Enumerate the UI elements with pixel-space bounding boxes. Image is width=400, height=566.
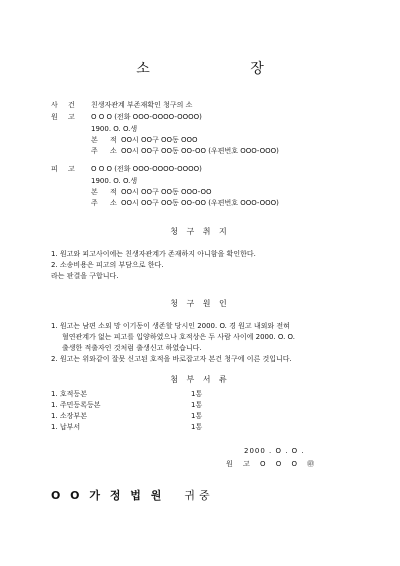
defendant-domicile-row	[91, 189, 211, 196]
plaintiff-name-row	[51, 114, 202, 121]
defendant-domicile: OO시 OO구 OO동 OOO-OO	[121, 188, 212, 196]
court-name: O O 가 정 법 원	[51, 489, 165, 502]
attachment-count: 1통	[191, 401, 203, 409]
court-line	[51, 490, 214, 501]
claim-purpose-heading: 청 구 취 지	[170, 227, 230, 236]
claim-cause-line: 2. 원고는 위와같이 잘못 신고된 호적을 바로잡고자 본건 청구에 이른 것입니다.	[51, 355, 292, 363]
attachment-item	[51, 413, 202, 420]
attachment-count: 1통	[191, 423, 203, 431]
court-suffix: 귀중	[184, 489, 214, 502]
attachment-name: 1. 소장부본	[51, 412, 87, 420]
case-value: 친생자관계 부존재확인 청구의 소	[91, 101, 193, 109]
attachment-name: 1. 호적등본	[51, 390, 87, 398]
signature-line: 원 고 O O O ㊞	[226, 460, 319, 468]
defendant-address: OO시 OO구 OO동 OO-OO (우편번호 OOO-OOO)	[121, 199, 279, 207]
defendant-name: O O O (전화 OOO-OOOO-OOOO)	[91, 165, 202, 173]
attachment-count: 1통	[191, 412, 203, 420]
defendant-name-row	[51, 166, 202, 173]
attachment-name: 1. 납부서	[51, 423, 81, 431]
attachment-item	[51, 424, 202, 431]
plaintiff-domicile: OO시 OO구 OO동 OOO	[121, 136, 198, 144]
defendant-address-row	[91, 200, 279, 207]
defendant-birth: 1900. O. O.생	[91, 177, 138, 185]
claim-cause-line: 출생한 적출자인 것처럼 출생신고 하였습니다.	[62, 344, 202, 352]
defendant-address-label: 주 소	[91, 199, 122, 207]
attachment-item	[51, 391, 202, 398]
attachment-count: 1통	[191, 390, 203, 398]
claim-cause-line: 1. 원고는 남편 소외 망 이기동이 생존할 당시인 2000. O. 경 원고 내외와 전혀	[51, 322, 290, 330]
plaintiff-address: OO시 OO구 OO동 OO-OO (우편번호 OOO-OOO)	[121, 147, 279, 155]
signature-date: 2000 . O . O .	[244, 447, 305, 455]
claim-cause-heading: 청 구 원 인	[170, 299, 230, 308]
case-row	[51, 102, 192, 109]
defendant-domicile-label: 본 적	[91, 188, 122, 196]
attachments-heading: 첨 부 서 류	[170, 375, 230, 384]
claim-purpose-line: 2. 소송비용은 피고의 부담으로 한다.	[51, 261, 164, 269]
plaintiff-domicile-label: 본 적	[91, 136, 122, 144]
plaintiff-name: O O O (전화 OOO-OOOO-OOOO)	[91, 113, 202, 121]
case-label: 사 건	[51, 101, 79, 109]
claim-cause-line: 혈연관계가 없는 피고를 입양하였으나 호적상은 두 사람 사이에 2000. O. O.	[62, 333, 296, 341]
plaintiff-address-row	[91, 148, 279, 155]
plaintiff-domicile-row	[91, 137, 198, 144]
document-title: 소 장	[136, 61, 312, 77]
plaintiff-birth: 1900. O. O.생	[91, 125, 138, 133]
plaintiff-address-label: 주 소	[91, 147, 122, 155]
attachment-name: 1. 주민등록등본	[51, 401, 101, 409]
claim-purpose-line: 1. 원고와 피고사이에는 친생자관계가 존재하지 아니함을 확인한다.	[51, 250, 256, 258]
claim-purpose-line: 라는 판결을 구합니다.	[51, 272, 119, 280]
attachment-item	[51, 402, 202, 409]
defendant-label: 피 고	[51, 165, 79, 173]
plaintiff-label: 원 고	[51, 113, 79, 121]
